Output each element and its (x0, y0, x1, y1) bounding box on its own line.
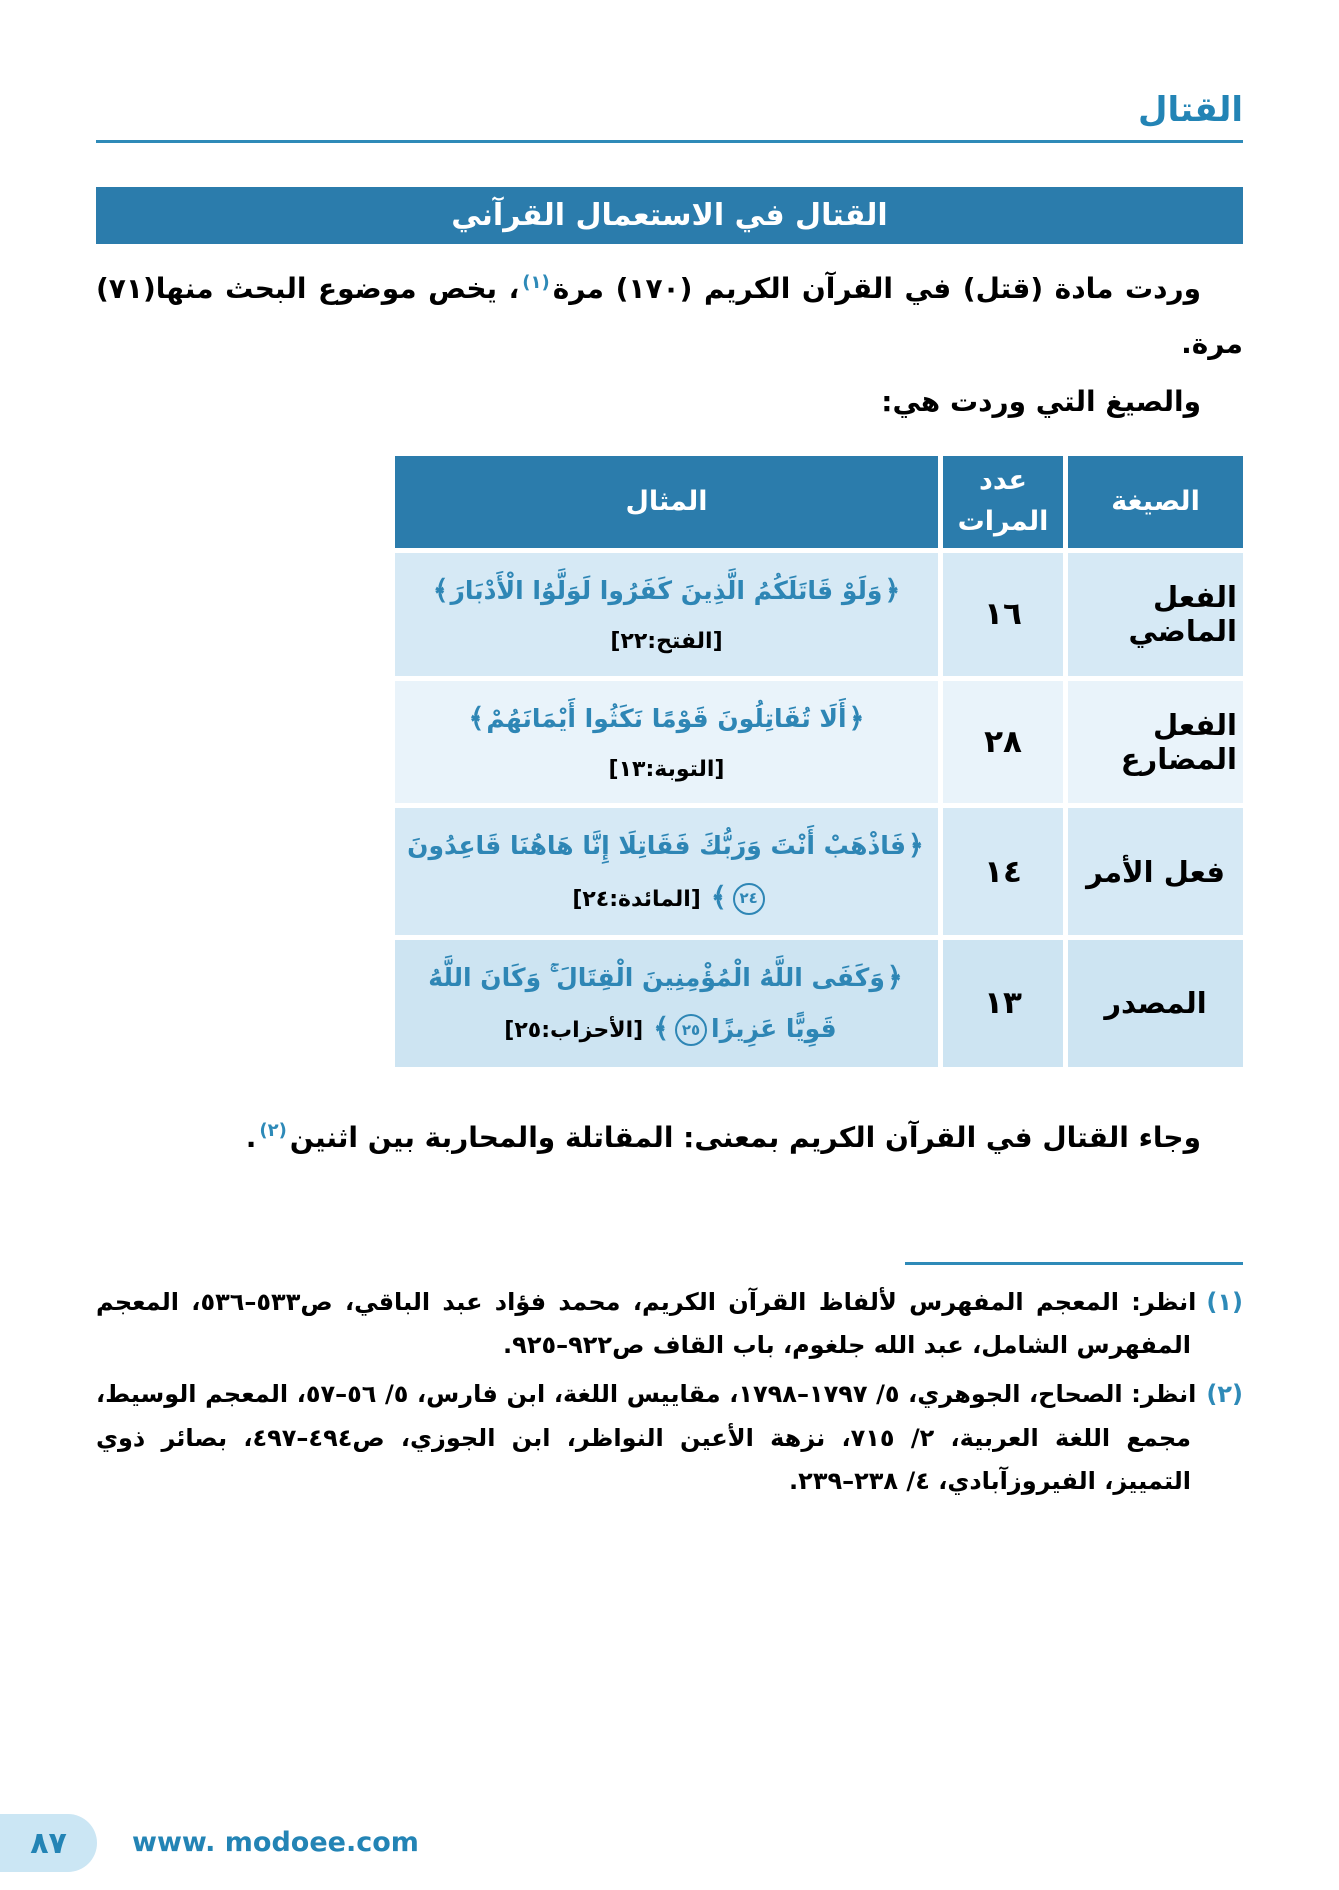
table-row-count: ٢٨ (943, 681, 1063, 804)
quran-bracket-open-icon: ﴿ (886, 961, 903, 993)
verse-citation: [الأحزاب:٢٥] (504, 1018, 644, 1044)
closing-text: وجاء القتال في القرآن الكريم بمعنى: المقاتلة والمحاربة بين اثنين (289, 1120, 1201, 1154)
verse-text: فَاذْهَبْ أَنْتَ وَرَبُّكَ فَقَاتِلَا إِنَّا هَاهُنَا قَاعِدُونَ (407, 831, 907, 861)
quran-bracket-open-icon: ﴿ (884, 574, 901, 606)
quran-bracket-open-icon: ﴿ (908, 830, 924, 862)
page-number: ٨٧ (30, 1825, 67, 1861)
verse-text: وَلَوْ قَاتَلَكُمُ الَّذِينَ كَفَرُوا لَوَلَّوُا الْأَدْبَارَ (450, 575, 883, 605)
quran-bracket-close-icon: ﴾ (432, 574, 449, 606)
verse-text: أَلَا تُقَاتِلُونَ قَوْمًا نَكَثُوا أَيْمَانَهُمْ (486, 703, 847, 733)
quran-bracket-open-icon: ﴿ (848, 702, 865, 734)
column-header-example: المثال (395, 456, 938, 548)
footnotes-section (96, 1262, 1243, 1509)
quran-bracket-close-icon: ﴾ (710, 881, 727, 913)
table-row-example (395, 553, 938, 676)
table-row-form: الفعل الماضي (1068, 553, 1243, 676)
column-header-form: الصيغة (1068, 456, 1243, 548)
ayah-end-marker-icon: ٢٥ (675, 1014, 707, 1046)
closing-paragraph (96, 1111, 1243, 1166)
footnote-marker: (٢) (1206, 1380, 1243, 1409)
ayah-end-marker-icon: ٢٤ (733, 883, 765, 915)
verse-citation: [المائدة:٢٤] (572, 886, 701, 912)
page-number-badge (0, 1814, 97, 1872)
quran-bracket-close-icon: ﴾ (468, 702, 485, 734)
verse-citation: [التوبة:١٣] (608, 756, 725, 782)
footnote-ref-1: (١) (522, 271, 550, 293)
intro-text-continued: ، يخص موضوع البحث منها(٧١) مرة. (96, 272, 1243, 360)
verse-citation: [الفتح:٢٢] (610, 629, 723, 655)
section-banner (96, 187, 1243, 244)
footnote-separator-rule (905, 1262, 1243, 1265)
forms-table (395, 456, 1243, 1067)
forms-intro-line: والصيغ التي وردت هي: (881, 385, 1201, 419)
footnote-ref-2: (٢) (259, 1120, 287, 1142)
table-row-form: المصدر (1068, 940, 1243, 1067)
table-row-form: فعل الأمر (1068, 808, 1243, 935)
table-row-count: ١٤ (943, 808, 1063, 935)
running-head-title: القتال (1137, 90, 1243, 130)
intro-paragraph (96, 262, 1243, 371)
table-row-example (395, 681, 938, 804)
table-row-count: ١٦ (943, 553, 1063, 676)
table-row-count: ١٣ (943, 940, 1063, 1067)
intro-text: وردت مادة (قتل) في القرآن الكريم (١٧٠) مرة (552, 272, 1201, 305)
verse-text: وَكَفَى اللَّهُ الْمُؤْمِنِينَ الْقِتَالَ ۚ وَكَانَ اللَّهُ قَوِيًّا عَزِيزًا (428, 962, 885, 1044)
closing-period: . (245, 1120, 257, 1154)
footnote-text: انظر: المعجم المفهرس لألفاظ القرآن الكريم، محمد فؤاد عبد الباقي، ص٥٣٣–٥٣٦، المعجم المفهرس الشامل، عبد الله جلغوم، باب القاف ص٩٢٢–٩٢٥. (96, 1288, 1197, 1360)
column-header-count: عدد المرات (943, 456, 1063, 548)
publisher-website: www. modoee.com (132, 1827, 419, 1858)
footnote-marker: (١) (1206, 1288, 1244, 1316)
table-row-example (395, 940, 938, 1067)
footnote-item (96, 1373, 1243, 1503)
quran-bracket-close-icon: ﴾ (653, 1013, 670, 1045)
table-row-example (395, 808, 938, 935)
footnote-text: انظر: الصحاح، الجوهري، ٥/ ١٧٩٧–١٧٩٨، مقاييس اللغة، ابن فارس، ٥/ ٥٦–٥٧، المعجم الوسيط، مجمع اللغة العربية، ٢/ ٧١٥، نزهة الأعين النواظر، ابن الجوزي، ص٤٩٤–٤٩٧، بصائر ذوي التمييز، الفيروزآبادي، ٤/ ٢٣٨–٢٣٩. (96, 1380, 1197, 1495)
footnote-item (96, 1281, 1243, 1367)
header-rule (96, 140, 1243, 143)
table-row-form: الفعل المضارع (1068, 681, 1243, 804)
section-banner-title: القتال في الاستعمال القرآني (451, 198, 888, 233)
